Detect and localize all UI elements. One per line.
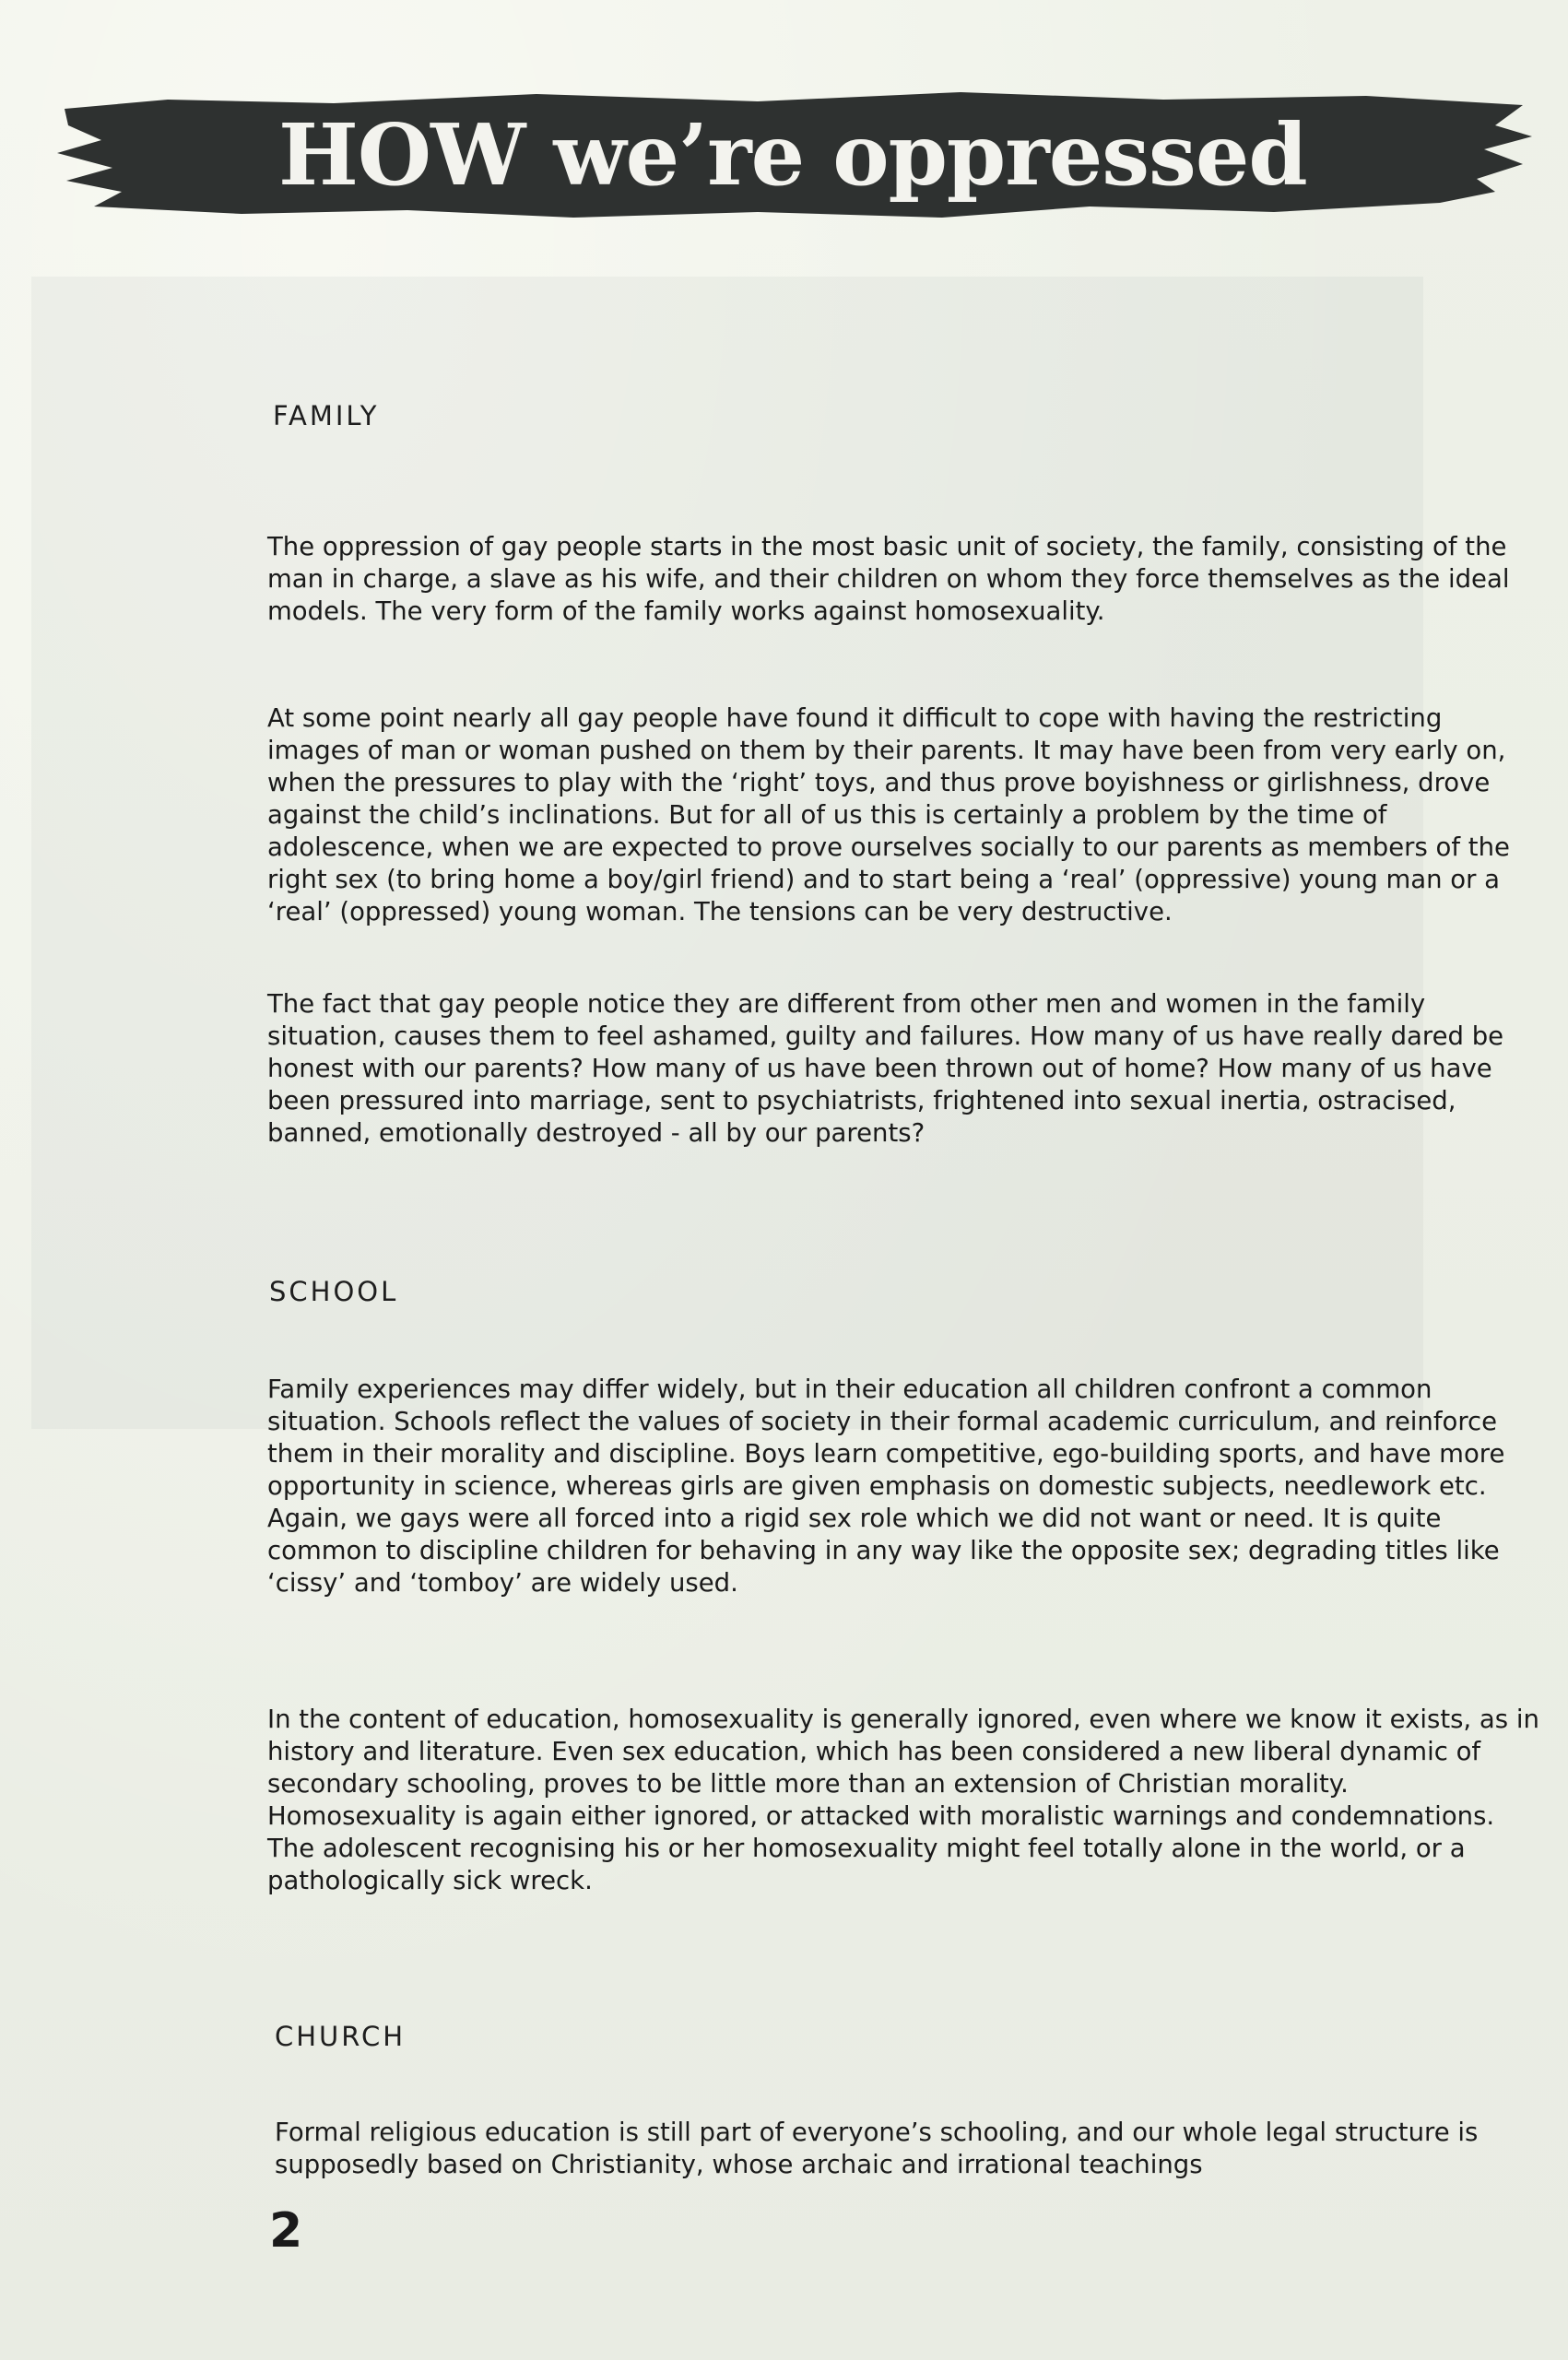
family-paragraph-1: The oppression of gay people starts in the most basic unit of society, the family, consisting of the man in charge, a slave as his wife, and their children on whom they force themselves as the ideal models. The very form of the family works against homosexuality.	[267, 532, 1510, 626]
family-paragraph-3: The fact that gay people notice they are different from other men and women in the family situation, causes them to feel ashamed, guilty and failures. How many of us have really dared be honest with our parents? How many of us have been thrown out of home? How many of us have been pressured into marriage, sent to psychiatrists, frightened into sexual inertia, ostracised, banned, emotionally destroyed - all by our parents?	[267, 989, 1504, 1148]
family-paragraph-2: At some point nearly all gay people have found it difficult to cope with having the restricting images of man or woman pushed on them by their parents. It may have been from very early on, when the pressures to play with the ‘right’ toys, and thus prove boyishness or girlishness, drove against the child’s inclinations. But for all of us this is certainly a problem by the time of adolescence, when we are expected to prove ourselves socially to our parents as members of the right sex (to bring home a boy/girl friend) and to start being a ‘real’ (oppressive) young man or a ‘real’ (oppressed) young woman. The tensions can be very destructive.	[267, 703, 1510, 926]
section-heading-family: FAMILY	[273, 400, 380, 431]
section-heading-church: CHURCH	[275, 2021, 407, 2052]
page-title: HOW we’re oppressed	[278, 105, 1307, 205]
school-paragraph-2: In the content of education, homosexuality is generally ignored, even where we know it exists, as in history and literature. Even sex education, which has been considered a new liberal dynamic of secondary schooling, proves to be little more than an extension of Christian morality. Homosexuality is again either ignored, or attacked with moralistic warnings and condemnations. The adolescent recognising his or her homosexuality might feel totally alone in the world, or a pathologically sick wreck.	[267, 1705, 1539, 1895]
school-paragraph-1: Family experiences may differ widely, but in their education all children confront a common situation. Schools reflect the values of society in their formal academic curriculum, and reinforce them in their morality and discipline. Boys learn competitive, ego-building sports, and have more opportunity in science, whereas girls are given emphasis on domestic subjects, needlework etc. Again, we gays were all forced into a rigid sex role which we did not want or need. It is quite common to discipline children for behaving in any way like the opposite sex; degrading titles like ‘cissy’ and ‘tomboy’ are widely used.	[267, 1375, 1505, 1598]
church-paragraph-1: Formal religious education is still part of everyone’s schooling, and our whole legal structure is supposedly based on Christianity, whose archaic and irrational teachings	[275, 2118, 1479, 2179]
section-heading-school: SCHOOL	[269, 1276, 399, 1307]
title-banner	[57, 88, 1532, 245]
page-number: 2	[269, 2203, 303, 2259]
